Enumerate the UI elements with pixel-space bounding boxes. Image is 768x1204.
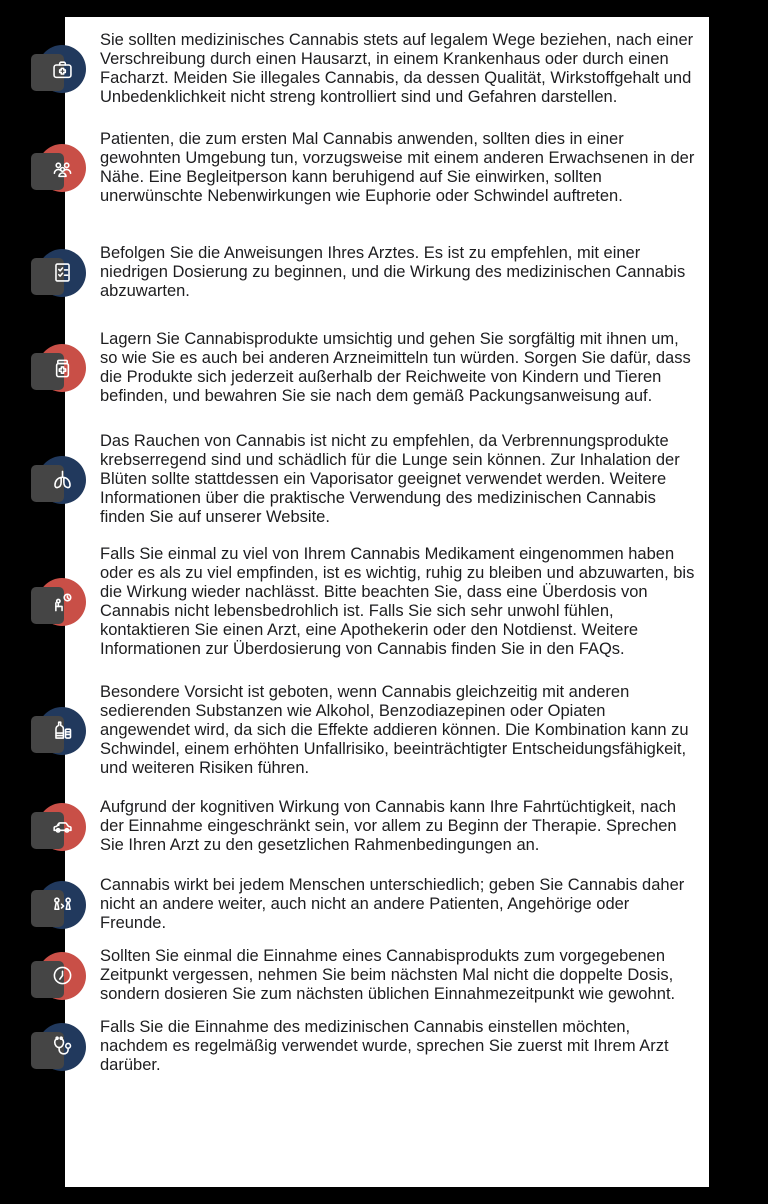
advice-text: Besondere Vorsicht ist geboten, wenn Cannabis gleichzeitig mit anderen sedierenden Substanzen wie Alkohol, Benzodiazepinen oder Opiaten angewendet wird, da sich die Effekte addieren können. Die Kombination kann zu Schwindel, einem erhöhten Unfallrisiko, beeinträchtigter Entscheidungsfähigkeit, und weiteren Risiken führen. <box>100 683 689 777</box>
advice-text: Cannabis wirkt bei jedem Menschen unterschiedlich; geben Sie Cannabis daher nicht an andere weiter, auch nicht an andere Patienten, Angehörige oder Freunde. <box>100 876 685 932</box>
advice-card <box>65 17 709 1187</box>
advice-item <box>100 1018 697 1075</box>
advice-text: Patienten, die zum ersten Mal Cannabis anwenden, sollten dies in einer gewohnten Umgebung tun, vorzugsweise mit einem anderen Erwachsenen in der Nähe. Eine Begleitperson kann beruhigend auf Sie einwirken, sollten unerwünschte Nebenwirkungen wie Euphorie oder Schwindel auftreten. <box>100 130 695 205</box>
car-icon <box>38 803 86 851</box>
advice-text: Aufgrund der kognitiven Wirkung von Cannabis kann Ihre Fahrtüchtigkeit, nach der Einnahme eingeschränkt sein, vor allem zu Beginn der Therapie. Sprechen Sie Ihren Arzt zu den gesetzlichen Rahmenbedingungen an. <box>100 798 677 854</box>
first-aid-kit-icon <box>38 45 86 93</box>
people-transfer-icon <box>38 881 86 929</box>
advice-item <box>100 330 697 406</box>
advice-item <box>100 683 697 778</box>
advice-text: Sollten Sie einmal die Einnahme eines Cannabisprodukts zum vorgegebenen Zeitpunkt vergessen, nehmen Sie beim nächsten Mal nicht die doppelte Dosis, sondern dosieren Sie zum nächsten üblichen Einnahmezeitpunkt wie gewohnt. <box>100 947 676 1003</box>
advice-item <box>100 432 697 527</box>
advice-item <box>100 545 697 659</box>
advice-item <box>100 244 697 301</box>
medicine-jar-icon <box>38 344 86 392</box>
advice-item <box>100 947 697 1004</box>
stethoscope-icon <box>38 1023 86 1071</box>
advice-item <box>100 130 697 206</box>
advice-text: Lagern Sie Cannabisprodukte umsichtig und gehen Sie sorgfältig mit ihnen um, so wie Sie es auch bei anderen Arzneimitteln tun würden. Sorgen Sie dafür, dass die Produkte sich jederzeit außerhalb der Reichweite von Kindern und Tieren befinden, und bewahren Sie sie nach dem gemäß Packungsanweisung auf. <box>100 330 691 405</box>
advice-text: Sie sollten medizinisches Cannabis stets auf legalem Wege beziehen, nach einer Verschreibung durch einen Hausarzt, in einem Krankenhaus oder durch einen Facharzt. Meiden Sie illegales Cannabis, da dessen Qualität, Wirkstoffgehalt und Unbedenklichkeit nicht streng kontrolliert sind und Gefahren darstellen. <box>100 31 694 106</box>
clock-icon <box>38 952 86 1000</box>
advice-item <box>100 798 697 855</box>
advice-text: Befolgen Sie die Anweisungen Ihres Arztes. Es ist zu empfehlen, mit einer niedrigen Dosierung zu beginnen, und die Wirkung des medizinischen Cannabis abzuwarten. <box>100 244 686 300</box>
lungs-icon <box>38 456 86 504</box>
advice-text: Falls Sie einmal zu viel von Ihrem Cannabis Medikament eingenommen haben oder es als zu viel empfinden, ist es wichtig, ruhig zu bleiben und abzuwarten, bis die Wirkung wieder nachlässt. Bitte beachten Sie, dass eine Überdosis von Cannabis nicht lebensbedrohlich ist. Falls Sie sich sehr unwohl fühlen, kontaktieren Sie einen Arzt, eine Apothekerin oder den Notdienst. Weitere Informationen zur Überdosierung von Cannabis finden Sie in den FAQs. <box>100 545 695 658</box>
advice-item <box>100 31 697 107</box>
family-icon <box>38 144 86 192</box>
advice-item <box>100 876 697 933</box>
advice-text: Falls Sie die Einnahme des medizinischen Cannabis einstellen möchten, nachdem es regelmäßig verwendet wurde, sprechen Sie zuerst mit Ihrem Arzt darüber. <box>100 1018 669 1074</box>
waiting-person-clock-icon <box>38 578 86 626</box>
alcohol-pills-icon <box>38 707 86 755</box>
advice-text: Das Rauchen von Cannabis ist nicht zu empfehlen, da Verbrennungsprodukte krebserregend sind und schädlich für die Lunge sein können. Zur Inhalation der Blüten sollte stattdessen ein Vaporisator geeignet verwendet werden. Weitere Informationen über die praktische Verwendung des medizinischen Cannabis finden Sie auf unserer Website. <box>100 432 680 526</box>
checklist-icon <box>38 249 86 297</box>
